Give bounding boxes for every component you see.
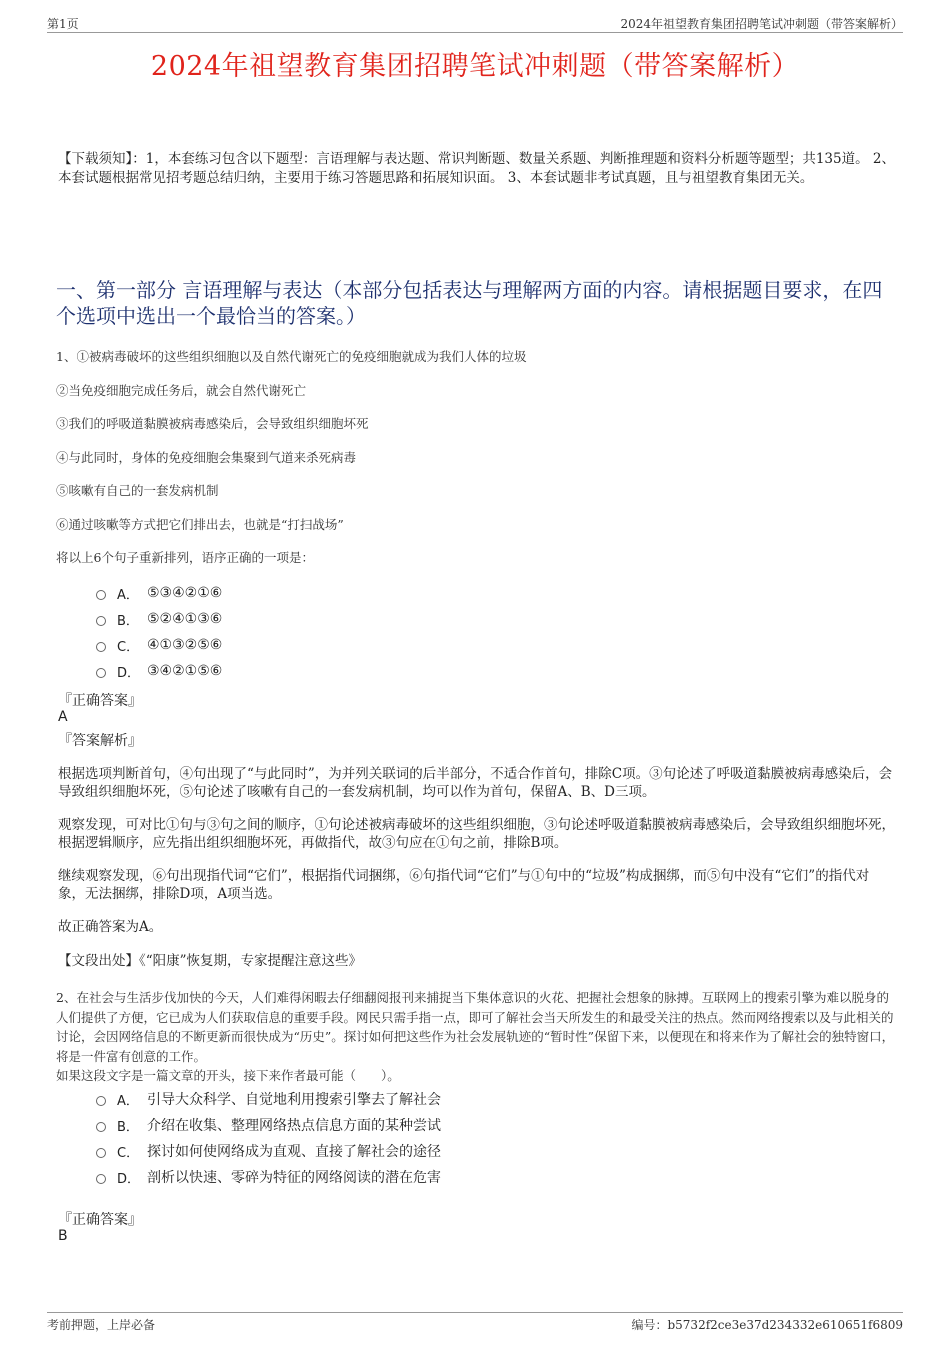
radio-icon[interactable] [96, 1174, 106, 1184]
q2-answer-label: 『正确答案』 [58, 1212, 142, 1228]
q2-stem-text: 2、在社会与生活步伐加快的今天，人们难得闲暇去仔细翻阅报刊来捕捉当下集体意识的火花、把握社会想象的脉搏。互联网上的搜索引擎为难以脱身的人们提供了方便，它已成为人们获取信息的重要手段。网民只需手指一点，即可了解社会当天所发生的和最受关注的热点。然而网络搜索以及与此相关的讨论，会因网络信息的不断更新而很快成为“历史”。探讨如何把这些作为社会发展轨迹的“暂时性”保留下来，以便现在和将来作为了解社会的独特窗口，将是一件富有创意的工作。 [56, 990, 895, 1064]
q1-line: ④与此同时，身体的免疫细胞会集聚到气道来杀死病毒 [56, 449, 357, 465]
q1-option-b[interactable]: B． ⑤②④①③⑥ [96, 606, 222, 632]
page-footer [47, 1312, 903, 1333]
q1-answer: A [58, 709, 68, 725]
radio-icon[interactable] [96, 668, 106, 678]
header-doc-title: 2024年祖望教育集团招聘笔试冲刺题（带答案解析） [620, 17, 903, 31]
q1-analysis-conclusion: 故正确答案为A。 [58, 919, 163, 935]
q2-option-c[interactable]: C． 探讨如何使网络成为直观、直接了解社会的途径 [96, 1138, 441, 1164]
question-1-stem [56, 347, 894, 582]
radio-icon[interactable] [96, 1148, 106, 1158]
q1-line: ③我们的呼吸道黏膜被病毒感染后，会导致组织细胞坏死 [56, 416, 369, 431]
page-header [47, 12, 903, 33]
q1-analysis-paragraph: 根据选项判断首句，④句出现了“与此同时”，为并列关联词的后半部分，不适合作首句，排除C项。③句论述了呼吸道黏膜被病毒感染后，会导致组织细胞坏死，⑤句论述了咳嗽有自己的一套发病机制，均可以作为首句，保留A、B、D三项。 [58, 766, 893, 800]
radio-icon[interactable] [96, 590, 106, 600]
radio-icon[interactable] [96, 642, 106, 652]
q1-option-c[interactable]: C． ④①③②⑤⑥ [96, 632, 222, 658]
q1-source: 【文段出处】《“阳康”恢复期，专家提醒注意这些》 [58, 953, 363, 969]
section-title: 一、第一部分 言语理解与表达（本部分包括表达与理解两方面的内容。请根据题目要求，在四个选项中选出一个最恰当的答案。） [56, 278, 883, 328]
q1-line: 1、①被病毒破坏的这些组织细胞以及自然代谢死亡的免疫细胞就成为我们人体的垃圾 [56, 349, 527, 364]
q2-option-a[interactable]: A． 引导大众科学、自觉地利用搜索引擎去了解社会 [96, 1086, 441, 1112]
q1-option-d[interactable]: D． ③④②①⑤⑥ [96, 658, 222, 684]
q1-answer-label: 『正确答案』 [58, 693, 142, 709]
radio-icon[interactable] [96, 1122, 106, 1132]
question-2-stem [56, 988, 895, 1086]
page-title: 2024年祖望教育集团招聘笔试冲刺题（带答案解析） [150, 51, 800, 82]
q1-options [96, 580, 222, 684]
download-notice: 【下载须知】：1，本套练习包含以下题型：言语理解与表达题、常识判断题、数量关系题、判断推理题和资料分析题等题型；共135道。 2、本套试题根据常见招考题总结归纳，主要用于练习答题思路和拓展知识面。 3、本套试题非考试真题，且与祖望教育集团无关。 [58, 151, 895, 186]
page-number: 第1页 [47, 17, 79, 31]
q1-option-a[interactable]: A． ⑤③④②①⑥ [96, 580, 222, 606]
q1-analysis-label: 『答案解析』 [58, 733, 142, 749]
q1-line: ②当免疫细胞完成任务后，就会自然代谢死亡 [56, 382, 307, 398]
radio-icon[interactable] [96, 616, 106, 626]
footer-slogan: 考前押题，上岸必备 [47, 1318, 156, 1332]
q1-line: ⑤咳嗽有自己的一套发病机制 [56, 483, 219, 498]
q2-option-b[interactable]: B． 介绍在收集、整理网络热点信息方面的某种尝试 [96, 1112, 441, 1138]
q1-line: 将以上6个句子重新排列，语序正确的一项是： [56, 550, 314, 565]
q2-question-text: 如果这段文字是一篇文章的开头，接下来作者最可能（ ）。 [56, 1068, 400, 1083]
q1-analysis-paragraph: 观察发现，可对比①句与③句之间的顺序，①句论述被病毒破坏的这些组织细胞，③句论述呼吸道黏膜被病毒感染后，会导致组织细胞坏死，根据逻辑顺序，应先指出组织细胞坏死，再做指代，故③句应在①句之前，排除B项。 [58, 817, 895, 851]
q2-answer: B [58, 1228, 68, 1244]
q2-options [96, 1086, 441, 1190]
q1-line: ⑥通过咳嗽等方式把它们排出去，也就是“打扫战场” [56, 516, 344, 532]
radio-icon[interactable] [96, 1096, 106, 1106]
q1-analysis-paragraph: 继续观察发现，⑥句出现指代词“它们”，根据指代词捆绑，⑥句指代词“它们”与①句中的“垃圾”构成捆绑，而⑤句中没有“它们”的指代对象，无法捆绑，排除D项，A项当选。 [58, 868, 870, 902]
footer-doc-id: 编号：b5732f2ce3e37d234332e610651f6809 [631, 1318, 903, 1332]
q2-option-d[interactable]: D． 剖析以快速、零碎为特征的网络阅读的潜在危害 [96, 1164, 441, 1190]
